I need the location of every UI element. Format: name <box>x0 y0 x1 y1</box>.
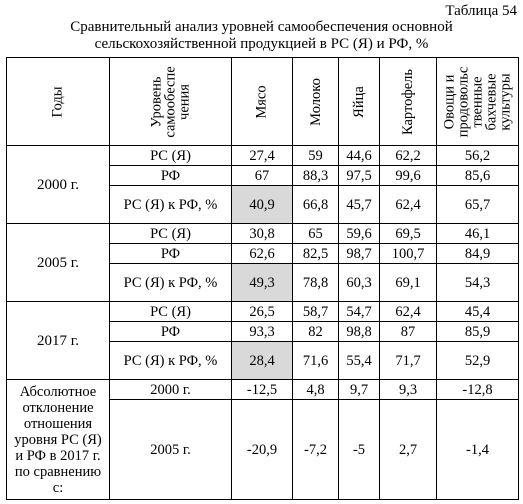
cell-meat: 62,6 <box>232 244 293 264</box>
cell-meat: -12,5 <box>232 380 293 400</box>
cell-potato: 2,7 <box>380 400 437 500</box>
row-label: РС (Я) <box>110 146 232 166</box>
row-label: РС (Я) к РФ, % <box>110 342 232 380</box>
cell-milk: 65 <box>293 224 339 244</box>
cell-potato: 9,3 <box>380 380 437 400</box>
header-years: Годы <box>7 58 110 146</box>
caption-line-2: сельскохозяйственной продукцией в РС (Я) и РФ, % <box>94 36 429 52</box>
cell-milk: 88,3 <box>293 166 339 186</box>
table-row <box>7 224 519 244</box>
table-row <box>7 380 519 400</box>
cell-vegetables: 52,9 <box>437 342 519 380</box>
row-label: 2000 г. <box>110 380 232 400</box>
cell-eggs: 98,7 <box>339 244 380 264</box>
cell-vegetables: 85,9 <box>437 322 519 342</box>
cell-milk: 66,8 <box>293 186 339 224</box>
cell-meat: 27,4 <box>232 146 293 166</box>
row-label: РС (Я) к РФ, % <box>110 264 232 302</box>
year-cell: 2000 г. <box>7 146 110 224</box>
header-meat: Мясо <box>232 58 293 146</box>
cell-milk: 59 <box>293 146 339 166</box>
cell-meat-highlighted: 28,4 <box>232 342 293 380</box>
cell-eggs: 55,4 <box>339 342 380 380</box>
cell-potato: 62,4 <box>380 302 437 322</box>
cell-meat: 30,8 <box>232 224 293 244</box>
row-label: РФ <box>110 166 232 186</box>
cell-eggs: 59,6 <box>339 224 380 244</box>
cell-milk: 58,7 <box>293 302 339 322</box>
table-caption <box>0 19 523 53</box>
cell-vegetables: 54,3 <box>437 264 519 302</box>
cell-potato: 99,6 <box>380 166 437 186</box>
cell-vegetables: -12,8 <box>437 380 519 400</box>
cell-eggs: -5 <box>339 400 380 500</box>
cell-eggs: 54,7 <box>339 302 380 322</box>
cell-vegetables: 84,9 <box>437 244 519 264</box>
header-milk: Молоко <box>293 58 339 146</box>
cell-vegetables: 56,2 <box>437 146 519 166</box>
year-cell: 2017 г. <box>7 302 110 380</box>
cell-potato: 100,7 <box>380 244 437 264</box>
cell-eggs: 60,3 <box>339 264 380 302</box>
row-label: РФ <box>110 244 232 264</box>
cell-milk: 71,6 <box>293 342 339 380</box>
cell-milk: 82,5 <box>293 244 339 264</box>
caption-line-1: Сравнительный анализ уровней самообеспечения основной <box>70 19 453 35</box>
cell-milk: -7,2 <box>293 400 339 500</box>
cell-meat: 67 <box>232 166 293 186</box>
table-number: Таблица 54 <box>445 3 517 19</box>
row-label: РС (Я) <box>110 302 232 322</box>
cell-vegetables: 85,6 <box>437 166 519 186</box>
cell-meat: -20,9 <box>232 400 293 500</box>
cell-vegetables: 65,7 <box>437 186 519 224</box>
header-potato: Картофель <box>380 58 437 146</box>
cell-vegetables: 46,1 <box>437 224 519 244</box>
cell-vegetables: -1,4 <box>437 400 519 500</box>
row-label: 2005 г. <box>110 400 232 500</box>
cell-eggs: 97,5 <box>339 166 380 186</box>
cell-eggs: 45,7 <box>339 186 380 224</box>
cell-meat-highlighted: 49,3 <box>232 264 293 302</box>
cell-eggs: 98,8 <box>339 322 380 342</box>
row-label: РС (Я) <box>110 224 232 244</box>
cell-eggs: 9,7 <box>339 380 380 400</box>
cell-milk: 82 <box>293 322 339 342</box>
row-label: РС (Я) к РФ, % <box>110 186 232 224</box>
cell-meat-highlighted: 40,9 <box>232 186 293 224</box>
table-row <box>7 302 519 322</box>
cell-potato: 69,1 <box>380 264 437 302</box>
cell-vegetables: 45,4 <box>437 302 519 322</box>
self-sufficiency-table <box>6 57 519 500</box>
cell-meat: 26,5 <box>232 302 293 322</box>
row-label: РФ <box>110 322 232 342</box>
table-row <box>7 146 519 166</box>
cell-potato: 87 <box>380 322 437 342</box>
cell-potato: 71,7 <box>380 342 437 380</box>
cell-potato: 69,5 <box>380 224 437 244</box>
cell-eggs: 44,6 <box>339 146 380 166</box>
cell-meat: 93,3 <box>232 322 293 342</box>
cell-milk: 78,8 <box>293 264 339 302</box>
header-row <box>7 58 519 146</box>
header-vegetables: Овощи и продовольс твенные бахчевые культуры <box>437 58 519 146</box>
year-cell: 2005 г. <box>7 224 110 302</box>
cell-milk: 4,8 <box>293 380 339 400</box>
deviation-label: Абсолютное отклонение отношения уровня РС (Я) и РФ в 2017 г. по сравнению с: <box>7 380 110 500</box>
header-level: Уровень самообеспе чения <box>110 58 232 146</box>
header-eggs: Яйца <box>339 58 380 146</box>
cell-potato: 62,2 <box>380 146 437 166</box>
cell-potato: 62,4 <box>380 186 437 224</box>
